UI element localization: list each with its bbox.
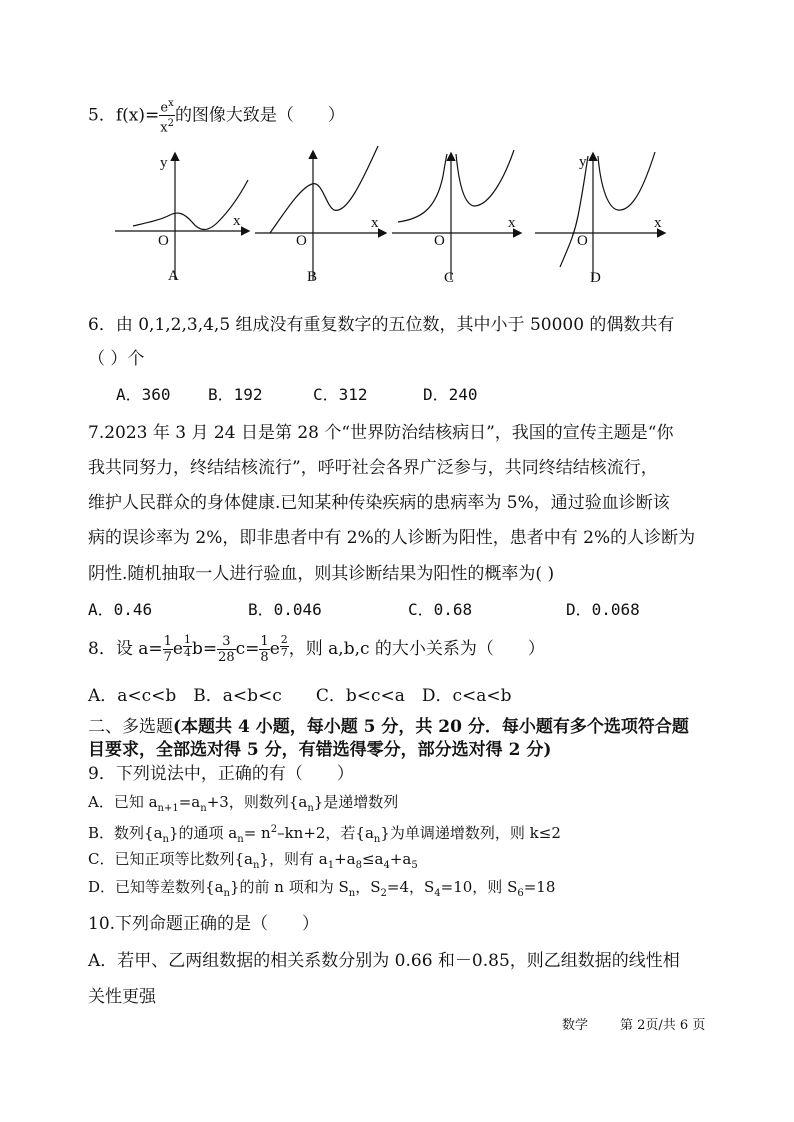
q10-stem: 10.下列命题正确的是（ ）	[88, 914, 320, 934]
q7-option-c: C．0.68	[408, 600, 473, 619]
q6-option-a: A．360	[116, 385, 171, 404]
q9-option-c	[88, 849, 418, 876]
q8-a-exp-num: 1	[183, 633, 191, 646]
q9-option-a	[88, 792, 398, 819]
q8-b-label: b=	[191, 639, 218, 659]
q9-d-v1: =4，S	[386, 878, 435, 896]
q6-option-b: B．192	[208, 385, 263, 404]
q9-c-s3: 4	[383, 860, 390, 871]
q8-c-exp	[280, 634, 289, 659]
graph-c-x-label: x	[508, 215, 516, 231]
q9-d-text2: }的前 n 项和为 S	[229, 878, 349, 896]
graph-d-y-label: y	[579, 154, 587, 170]
q9-c-sub1: n	[252, 860, 260, 871]
graph-c-option: C	[444, 270, 455, 286]
q8-c-den: 8	[260, 650, 269, 665]
graph-d-option: D	[590, 270, 601, 286]
q9-c-s4: 5	[411, 860, 418, 871]
q8-c-label: c=	[235, 639, 260, 659]
q9-c-p2: +a	[389, 850, 412, 868]
q9-b-text2: }的通项 a	[168, 824, 238, 842]
q5-denom-sup: 2	[167, 118, 174, 130]
q8-options: A．a<c<b B．a<b<c C．b<c<a D．c<a<b	[88, 686, 512, 706]
q9-d-s0: n	[348, 888, 356, 899]
graph-a	[115, 154, 248, 280]
q5-denom: x	[160, 120, 168, 136]
section2-title: 二、多选题	[88, 717, 173, 737]
q9-d-sub1: n	[223, 888, 230, 899]
q8-a-exp	[183, 634, 192, 659]
q9-b-text4: –kn+2，若{a	[277, 824, 374, 842]
q9-d-s1: 2	[380, 888, 387, 899]
footer-subject: 数学	[562, 1018, 589, 1033]
q9-a-text2: =a	[178, 793, 201, 811]
q8-c-exp-num: 2	[280, 633, 288, 646]
q9-stem: 9．下列说法中，正确的有（ ）	[88, 764, 354, 784]
q7-option-d: D．0.068	[566, 600, 640, 619]
q8-b-num: 3	[217, 634, 236, 650]
q8-suffix: ，则 a,b,c 的大小关系为（ ）	[288, 639, 545, 659]
section2-rules-1: (本题共 4 小题，每小题 5 分，共 20 分．每小题有多个选项符合题	[173, 717, 689, 737]
q10-option-a-line1: A．若甲、乙两组数据的相关系数分别为 0.66 和－0.85，则乙组数据的线性相	[88, 951, 680, 971]
q9-b-text1: B．数列{a	[88, 824, 163, 842]
q9-c-p1: +a	[334, 850, 356, 868]
q8-c-frac	[259, 634, 269, 665]
graph-a-curve	[133, 180, 248, 230]
q5-fraction	[159, 96, 175, 136]
graph-b-option: B	[307, 269, 318, 285]
q9-d-c1: ，S	[355, 878, 381, 896]
q9-d-text1: D．已知等差数列{a	[88, 878, 224, 896]
q8-c-exp-den: 7	[280, 646, 288, 659]
q5-tail: 的图像大致是（ ）	[174, 105, 345, 126]
q9-option-b	[88, 820, 561, 850]
q8-b-frac	[217, 634, 236, 665]
q7-line3: 维护人民群众的身体健康.已知某种传染疾病的患病率为 5%，通过验血诊断该	[88, 493, 670, 513]
q9-b-sub2: n	[237, 834, 244, 845]
q7-option-a: A．0.46	[88, 600, 153, 619]
q8-a-den: 7	[163, 650, 172, 665]
q8-a-exp-den: 4	[183, 646, 191, 659]
q9-d-s3: 6	[517, 888, 524, 899]
graph-c-left-branch	[398, 154, 447, 222]
graph-a-origin: O	[158, 233, 169, 249]
q5-numer: e	[160, 100, 169, 116]
q6-line2: （ ）个	[88, 349, 145, 369]
q8-a-frac	[163, 634, 173, 665]
q7-line4: 病的误诊率为 2%，即非患者中有 2%的人诊断为阳性，患者中有 2%的人诊断为	[88, 528, 696, 548]
q9-d-s2: 4	[434, 888, 441, 899]
q8-c-num: 1	[260, 634, 269, 649]
graph-c-right-branch	[456, 150, 514, 206]
q9-d-v2: =10，则 S	[440, 878, 518, 896]
graph-d-left-branch	[560, 156, 588, 267]
graph-d-right-branch	[598, 152, 655, 210]
footer-page-number: 第 2页/共 6 页	[620, 1018, 706, 1033]
q5-graphs	[0, 140, 794, 290]
graph-d-x-label: x	[654, 215, 662, 231]
graph-a-y-label: y	[160, 155, 168, 171]
q9-b-sub1: n	[162, 834, 169, 845]
q7-line5: 阴性.随机抽取一人进行验血，则其诊断结果为阳性的概率为( )	[88, 564, 555, 584]
q9-c-s1: 1	[327, 860, 335, 871]
q9-a-sub3: n	[307, 803, 314, 814]
q8-c-e: e	[269, 639, 280, 659]
q10-option-a-line2: 关性更强	[88, 987, 156, 1007]
q9-c-text1: C．已知正项等比数列{a	[88, 850, 253, 868]
q5-numer-sup: x	[168, 98, 174, 109]
q7-line1: 7.2023 年 3 月 24 日是第 28 个“世界防治结核病日”，我国的宣传主题是“你	[88, 423, 674, 443]
q8-a-e: e	[172, 639, 183, 659]
graph-d-origin: O	[577, 233, 588, 249]
graph-c	[392, 150, 520, 280]
graph-a-option: A	[168, 268, 179, 284]
q9-option-d	[88, 877, 555, 904]
q7-option-b: B．0.046	[248, 600, 322, 619]
q9-a-sub2: n	[200, 803, 207, 814]
q9-c-le: ≤a	[361, 850, 384, 868]
q9-a-sub1: n+1	[157, 803, 179, 814]
q6-option-d: D．240	[423, 385, 478, 404]
q8-a-num: 1	[163, 634, 172, 649]
section2-heading-line2: 目要求，全部选对得 5 分，有错选得零分，部分选对得 2 分)	[88, 740, 552, 760]
q9-a-text4: }是递增数列	[313, 793, 399, 811]
q8-prefix: 8．设 a=	[88, 639, 163, 659]
q7-line2: 我共同努力，终结结核流行”，呼吁社会各界广泛参与，共同终结结核流行，	[88, 458, 658, 478]
q6-option-c: C．312	[313, 385, 368, 404]
q9-d-v3: =18	[523, 878, 556, 896]
q6-line1: 6．由 0,1,2,3,4,5 组成没有重复数字的五位数，其中小于 50000 的偶数共有	[88, 315, 675, 335]
graph-a-x-label: x	[233, 213, 241, 229]
q9-b-sup: 2	[270, 824, 278, 835]
q5-stem	[88, 96, 345, 136]
q9-c-s2: 8	[355, 860, 362, 871]
graph-b	[255, 146, 385, 280]
q9-a-text1: A．已知 a	[88, 793, 158, 811]
section2-heading-line1	[88, 715, 689, 739]
q5-func: f(x)=	[115, 105, 160, 126]
graph-b-curve	[270, 146, 378, 233]
q9-b-text3: = n	[243, 824, 271, 842]
q9-b-text5: }为单调递增数列，则 k≤2	[380, 824, 561, 842]
q8-stem	[88, 634, 545, 665]
q9-b-sub3: n	[373, 834, 381, 845]
graph-b-x-label: x	[371, 215, 379, 231]
q9-c-text2: }，则有 a	[259, 850, 328, 868]
graph-d	[535, 152, 664, 280]
q5-number: 5．	[88, 105, 116, 126]
graph-b-origin: O	[296, 233, 307, 249]
graph-c-origin: O	[434, 233, 445, 249]
q8-b-den: 28	[218, 650, 235, 665]
q9-a-text3: +3，则数列{a	[206, 793, 308, 811]
